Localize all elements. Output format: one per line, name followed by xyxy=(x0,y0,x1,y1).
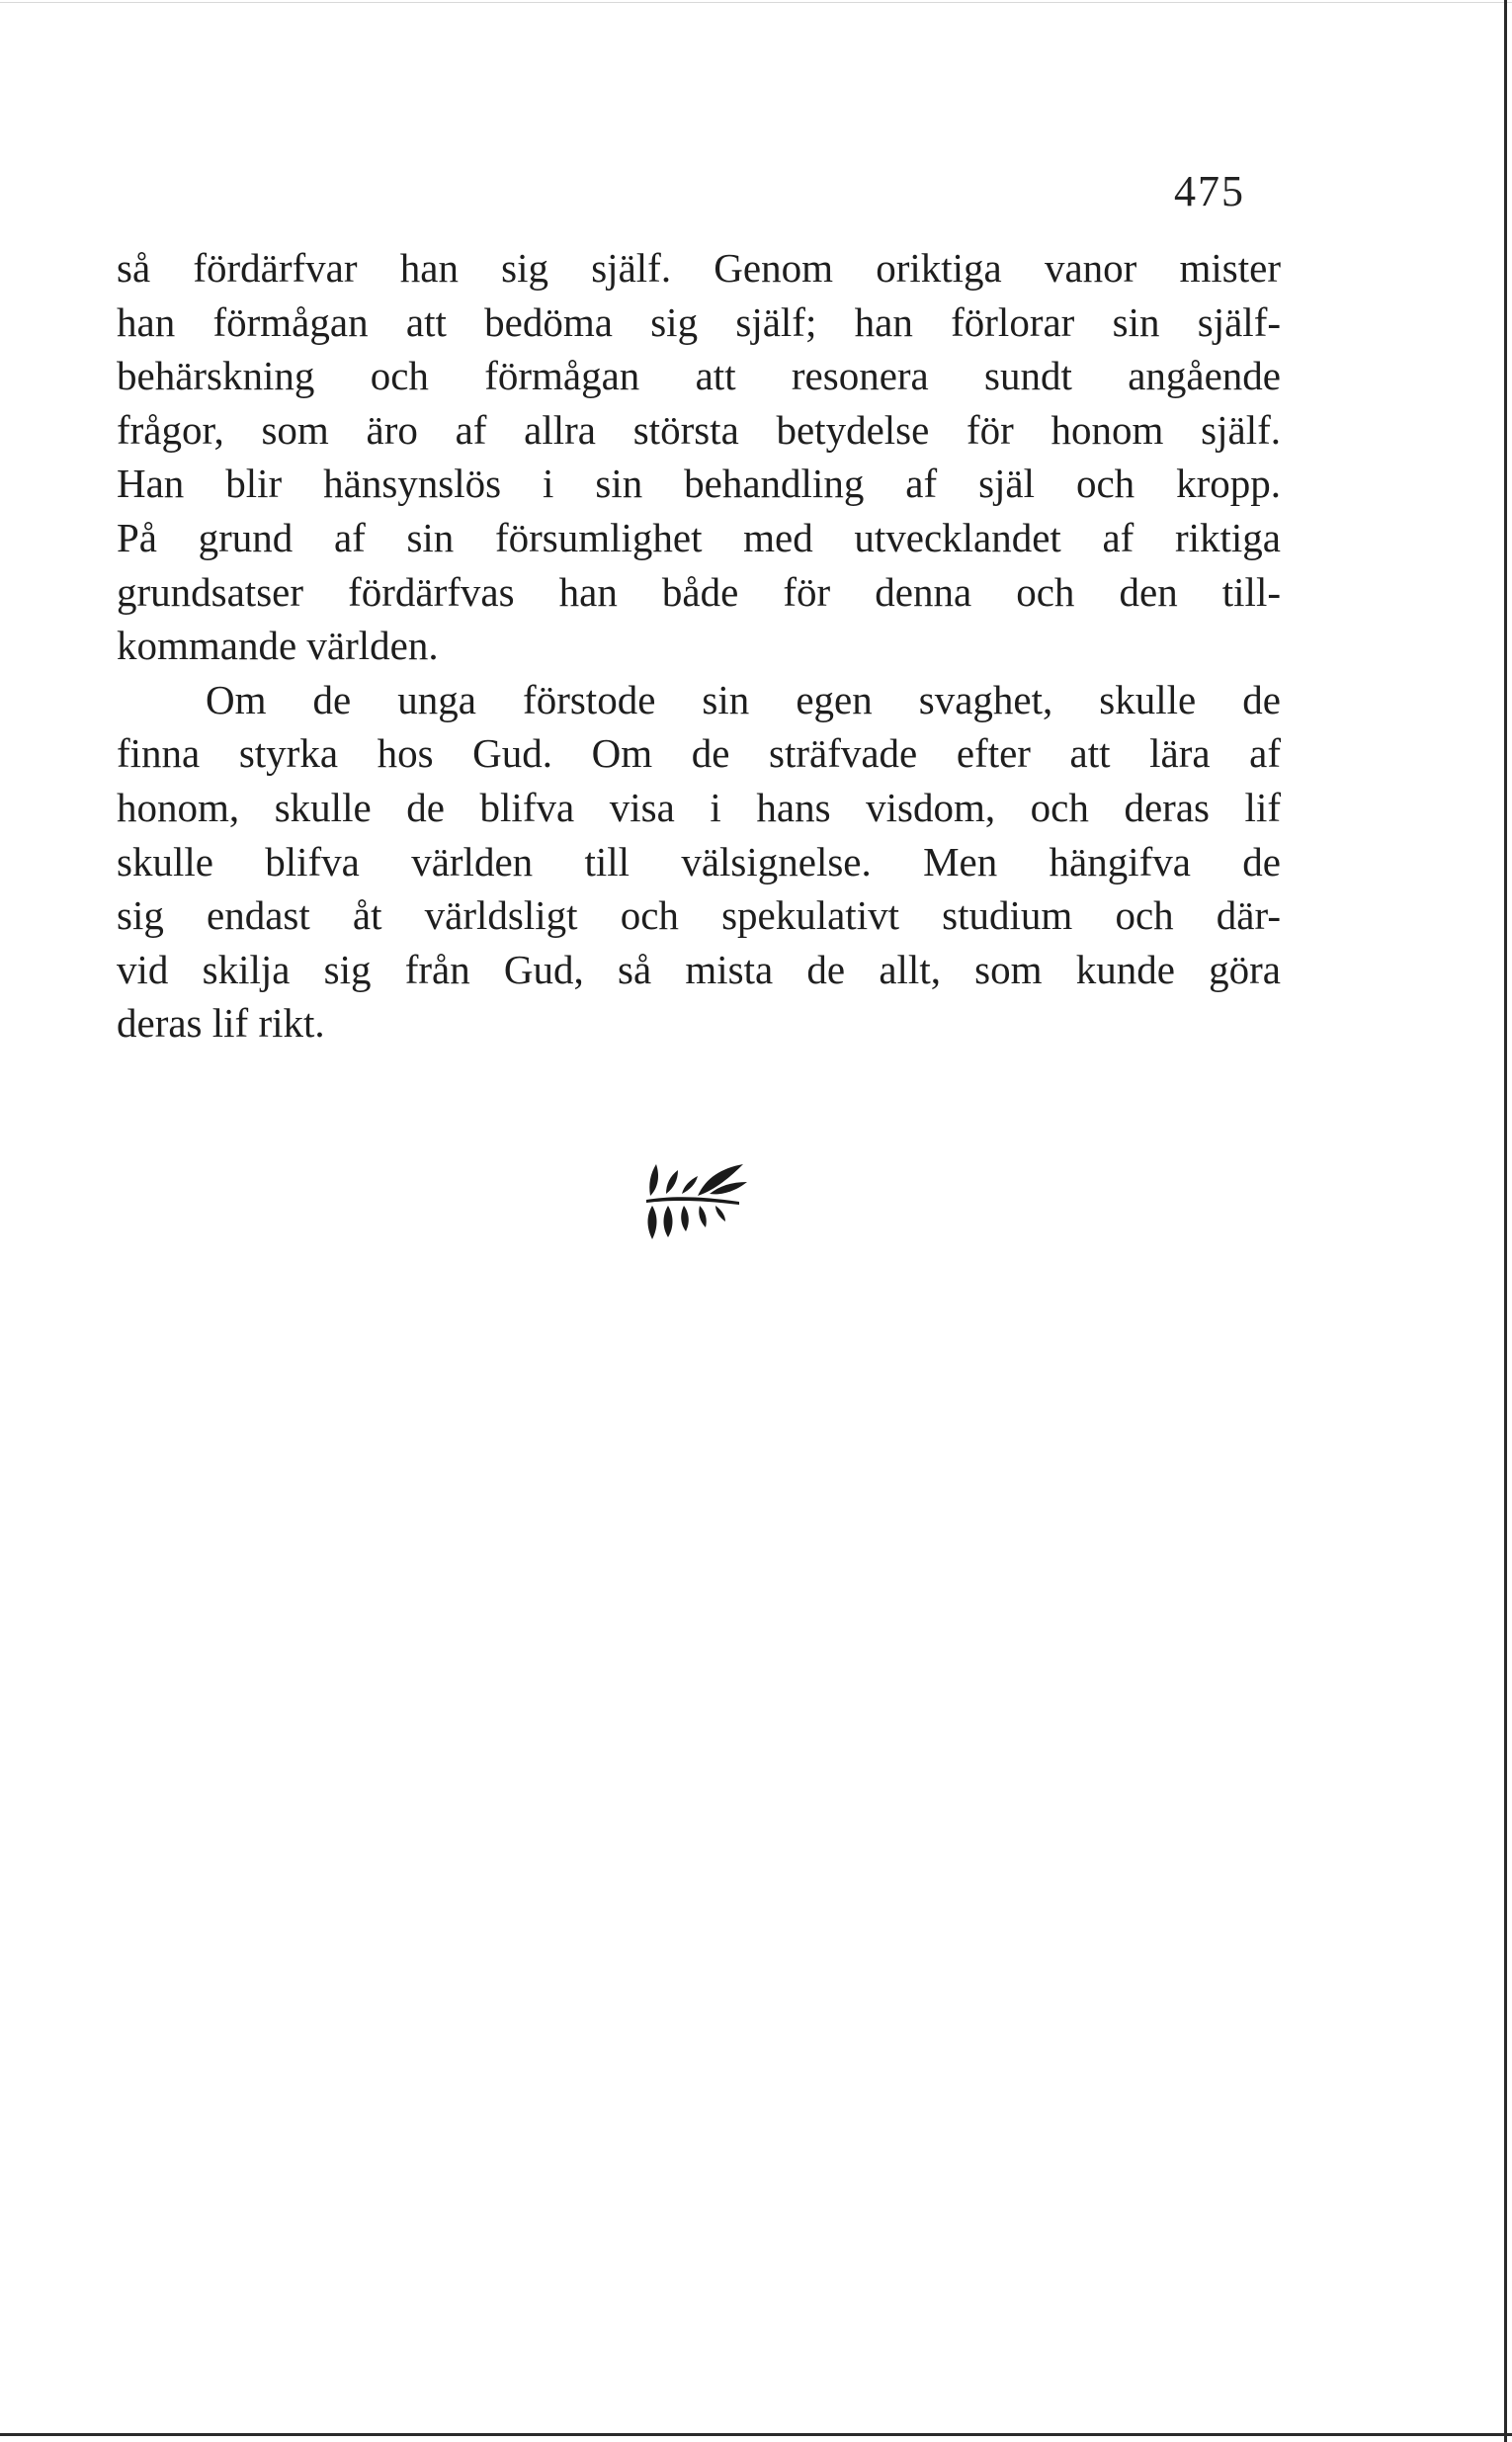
text-line: På grund af sin försumlighet med utvecklandet af riktiga xyxy=(117,514,1281,560)
text-line: sig endast åt världsligt och spekulativt studium och där- xyxy=(117,892,1281,939)
text-line: kommande världen. xyxy=(117,623,439,669)
page-top-edge xyxy=(0,2,1512,3)
text-line: skulle blifva världen till välsignelse. Men hängifva de xyxy=(117,838,1281,884)
text-line: grundsatser fördärfvas han både för denna och den till- xyxy=(117,568,1281,615)
text-line: han förmågan att bedöma sig själf; han förlorar sin själf- xyxy=(117,298,1281,345)
page-bottom-edge xyxy=(0,2433,1512,2436)
page-right-edge xyxy=(1504,0,1507,2442)
text-line: vid skilja sig från Gud, så mista de allt, som kunde göra xyxy=(117,946,1281,992)
text-line: behärskning och förmågan att resonera sundt angående xyxy=(117,353,1281,399)
page-number: 475 xyxy=(1174,167,1245,215)
text-line: finna styrka hos Gud. Om de sträfvade efter att lära af xyxy=(117,730,1281,777)
text-line: deras lif rikt. xyxy=(117,1000,325,1047)
text-line: så fördärfvar han sig själf. Genom oriktiga vanor mister xyxy=(117,245,1281,291)
text-line: Om de unga förstode sin egen svaghet, skulle de xyxy=(206,676,1281,722)
text-line: frågor, som äro af allra största betydelse för honom själf. xyxy=(117,406,1281,453)
paragraph-2 xyxy=(117,673,1281,1051)
paragraph-1 xyxy=(117,241,1281,673)
text-line: honom, skulle de blifva visa i hans visdom, och deras lif xyxy=(117,784,1281,830)
olive-branch-icon xyxy=(640,1156,749,1245)
text-line: Han blir hänsynslös i sin behandling af själ och kropp. xyxy=(117,461,1281,507)
body-text xyxy=(117,241,1281,1051)
